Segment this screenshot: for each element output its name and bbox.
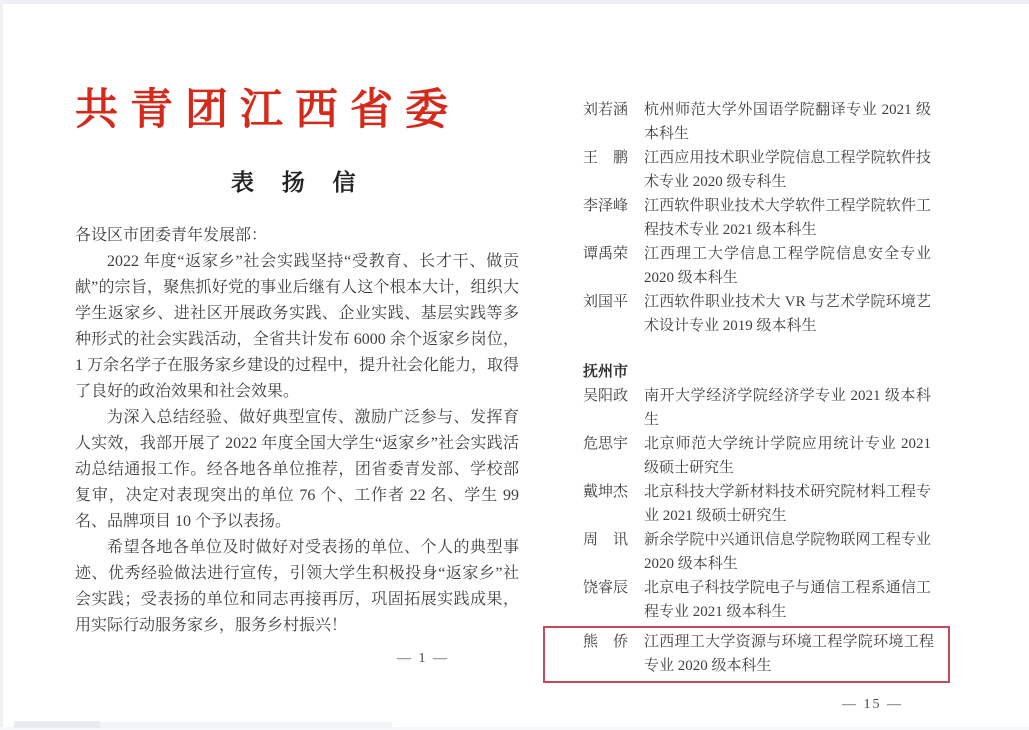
page-number-right: — 15 —: [842, 697, 903, 712]
entry-detail: 北京科技大学新材料技术研究院材料工程专业 2021 级硕士研究生: [644, 484, 931, 524]
roster-entry: [583, 576, 931, 624]
entry-detail: 北京师范大学统计学院应用统计专业 2021 级硕士研究生: [644, 436, 931, 476]
entry-name: 王 鹏: [583, 150, 629, 166]
entry-name: 李泽峰: [583, 198, 629, 214]
scan-shadow-dark: [14, 721, 100, 728]
page-left: [75, 86, 519, 667]
roster-entry: [583, 480, 931, 528]
paragraph: 希望各地各单位及时做好对受表扬的单位、个人的典型事迹、优秀经验做法进行宣传，引领大学生积极投身“返家乡”社会实践；受表扬的单位和同志再接再厉，巩固拓展实践成果，用实际行动服务家乡，服务乡村振兴！: [75, 539, 519, 634]
letter-body: [75, 223, 519, 639]
doc-title: 表 扬 信: [231, 170, 367, 195]
entry-detail: 杭州师范大学外国语学院翻译专业 2021 级本科生: [644, 102, 931, 142]
letter-paragraphs: [75, 249, 519, 639]
section-header-fuzhou: 抚州市: [583, 364, 629, 380]
entry-name: 刘若涵: [583, 102, 629, 118]
roster-entry: [583, 242, 931, 290]
roster-entry: [583, 528, 931, 576]
entry-detail: 江西理工大学信息工程学院信息安全专业 2020 级本科生: [644, 246, 931, 286]
page-right: [583, 98, 934, 717]
entry-detail: 江西理工大学资源与环境工程学院环境工程专业 2020 级本科生: [644, 634, 934, 674]
roster-entry: [583, 146, 931, 194]
roster-top: [583, 98, 931, 338]
entry-name: 谭禹荣: [583, 246, 629, 262]
entry-name: 饶睿辰: [583, 580, 629, 596]
entry-detail: 江西应用技术职业学院信息工程学院软件技术专业 2020 级专科生: [644, 150, 931, 190]
org-title: 共青团江西省委: [75, 87, 460, 134]
scan-edge-top: [0, 0, 1029, 4]
entry-detail: 新余学院中兴通讯信息学院物联网工程专业 2020 级本科生: [644, 532, 931, 572]
roster-entry: [583, 384, 931, 432]
entry-name: 吴阳政: [583, 388, 629, 404]
page-number-left: — 1 —: [397, 651, 449, 666]
roster-entry: [583, 290, 931, 338]
roster-entry-highlighted: [543, 626, 950, 683]
entry-name: 熊 侨: [583, 634, 629, 650]
roster-entry: [583, 98, 931, 146]
entry-name: 戴坤杰: [583, 484, 629, 500]
entry-detail: 江西软件职业技术大 VR 与艺术学院环境艺术设计专业 2019 级本科生: [644, 294, 931, 334]
paragraph: 2022 年度“返家乡”社会实践坚持“受教育、长才干、做贡献”的宗旨，聚焦抓好党的事业后继有人这个根本大计，组织大学生返家乡、进社区开展政务实践、企业实践、基层实践等多种形式的社会实践活动，全省共计发布 6000 余个返家乡岗位，1 万余名学子在服务家乡建设的过程中，提升社会化能力，取得了良好的政治效果和社会效果。: [75, 253, 520, 400]
scan-shadow-light: [100, 722, 392, 728]
entry-name: 危思宇: [583, 436, 629, 452]
entry-detail: 南开大学经济学院经济学专业 2021 级本科生: [644, 388, 931, 428]
entry-detail: 北京电子科技学院电子与通信工程系通信工程专业 2021 级本科生: [644, 580, 931, 620]
paragraph: 为深入总结经验、做好典型宣传、激励广泛参与、发挥育人实效，我部开展了 2022 年度全国大学生“返家乡”社会实践活动总结通报工作。经各地各单位推荐，团省委青发部、学校部复审，决定对表现突出的单位 76 个、工作者 22 名、学生 99 名、品牌项目 10 个予以表扬。: [75, 409, 519, 530]
entry-name: 周 讯: [583, 532, 629, 548]
scan-edge-left: [0, 0, 3, 730]
entry-detail: 江西软件职业技术大学软件工程学院软件工程技术专业 2021 级本科生: [644, 198, 931, 238]
roster-entry: [583, 194, 931, 242]
roster-entry: [583, 432, 931, 480]
entry-name: 刘国平: [583, 294, 629, 310]
salutation: 各设区市团委青年发展部：: [75, 227, 268, 244]
roster-fuzhou: [583, 384, 934, 683]
